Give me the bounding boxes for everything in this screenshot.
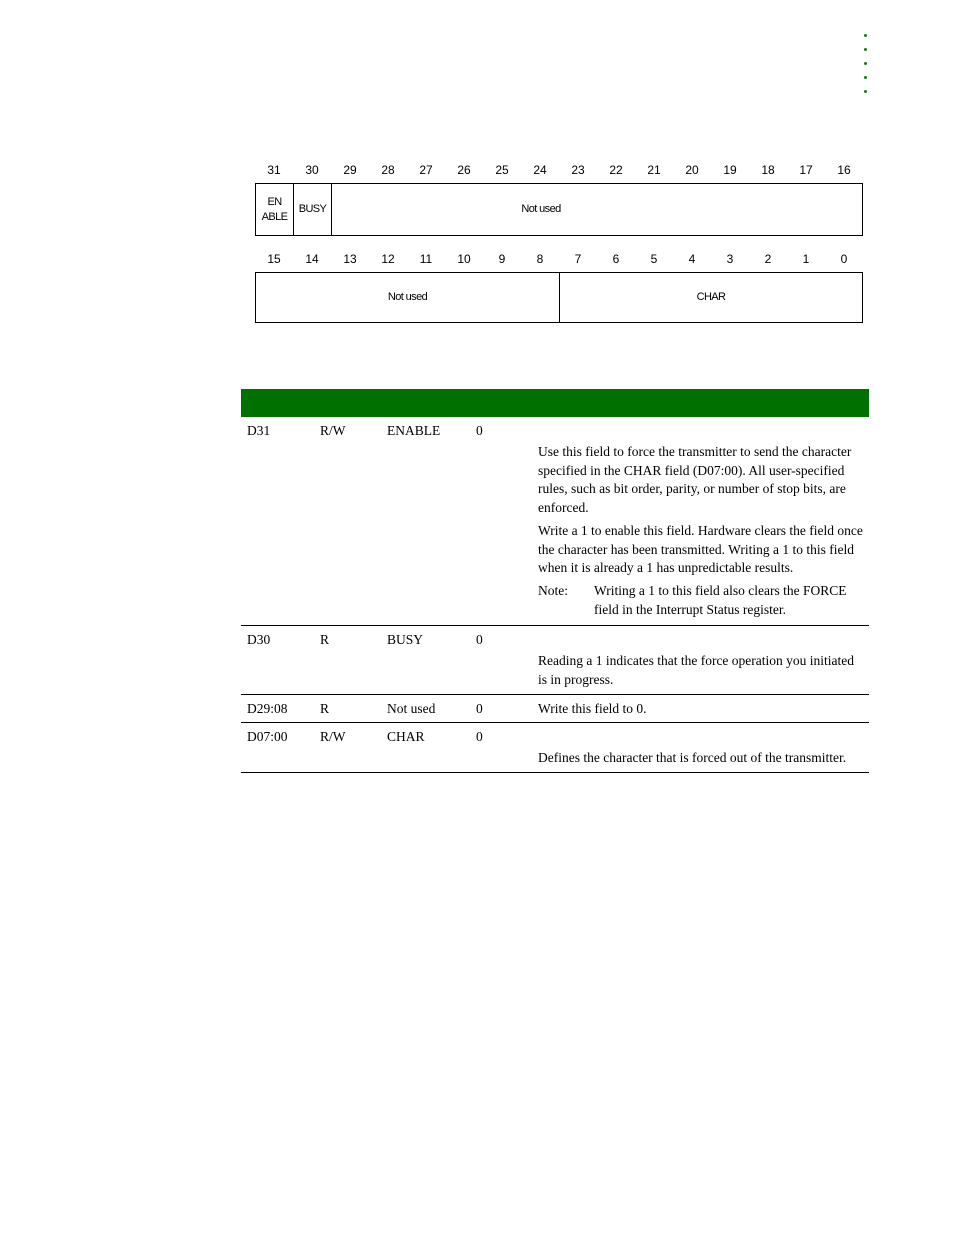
enable-label-line2: ABLE <box>261 210 288 223</box>
description-cell <box>538 443 864 619</box>
margin-dot <box>864 90 867 93</box>
description-cell <box>538 700 864 723</box>
mnemonic-cell: Not used <box>387 701 436 716</box>
description-cell <box>538 652 864 693</box>
bit-number: 12 <box>381 252 395 266</box>
bit-number: 10 <box>457 252 471 266</box>
bit-number: 28 <box>381 163 395 177</box>
note <box>538 582 864 619</box>
margin-dot <box>864 48 867 51</box>
bit-number: 13 <box>343 252 357 266</box>
enable-field <box>256 184 294 235</box>
bit-number: 1 <box>802 252 810 266</box>
reset-cell: 0 <box>476 729 483 744</box>
bit-number: 2 <box>764 252 772 266</box>
bit-number: 25 <box>495 163 509 177</box>
mnemonic-cell: BUSY <box>387 632 424 647</box>
table-row <box>241 626 869 695</box>
bit-number: 20 <box>685 163 699 177</box>
bit-number: 0 <box>840 252 848 266</box>
bit-number: 16 <box>837 163 851 177</box>
not-used-label: Not used <box>521 203 561 215</box>
note-text: Writing a 1 to this field also clears the FORCE field in the Interrupt Status register. <box>594 582 847 617</box>
table-header-bar <box>241 389 869 417</box>
bits-cell: D29:08 <box>247 701 288 716</box>
bit-number: 15 <box>267 252 281 266</box>
bit-number: 18 <box>761 163 775 177</box>
bit-number: 21 <box>647 163 661 177</box>
bit-number: 31 <box>267 163 281 177</box>
bit-number: 22 <box>609 163 623 177</box>
margin-dot <box>864 76 867 79</box>
bit-number: 14 <box>305 252 319 266</box>
bit-number: 27 <box>419 163 433 177</box>
access-cell: R <box>320 701 330 716</box>
not-used-label: Not used <box>387 291 428 303</box>
enable-label-line1: EN <box>267 195 282 208</box>
reset-cell: 0 <box>476 701 483 716</box>
bit-number: 17 <box>799 163 813 177</box>
access-cell: R <box>320 632 330 647</box>
margin-dot <box>864 34 867 37</box>
not-used-high-field <box>332 184 750 235</box>
bit-number: 3 <box>726 252 734 266</box>
reset-cell: 0 <box>476 423 483 438</box>
bit-number: 26 <box>457 163 471 177</box>
margin-dot <box>864 62 867 65</box>
char-label: CHAR <box>696 291 726 303</box>
bit-number: 11 <box>419 252 433 266</box>
access-cell: R/W <box>320 423 346 438</box>
description-paragraph: Write a 1 to enable this field. Hardware clears the field once the character has been transmitted. Writing a 1 to this field when it is already a 1 has unpredictable results. <box>538 522 863 576</box>
bit-numbers-high <box>255 163 863 181</box>
bit-number: 9 <box>498 252 506 266</box>
access-cell: R/W <box>320 729 346 744</box>
bit-number: 5 <box>650 252 658 266</box>
mnemonic-cell: ENABLE <box>387 423 441 438</box>
bit-number: 23 <box>571 163 585 177</box>
description-paragraph: Defines the character that is forced out of the transmitter. <box>538 750 847 765</box>
bits-cell: D30 <box>247 632 271 647</box>
bit-number: 6 <box>612 252 620 266</box>
bit-number: 29 <box>343 163 357 177</box>
description-paragraph: Write this field to 0. <box>538 701 647 716</box>
bit-number: 30 <box>305 163 319 177</box>
bit-numbers-low <box>255 252 863 270</box>
bit-number: 8 <box>536 252 544 266</box>
bits-cell: D31 <box>247 423 271 438</box>
bit-number: 19 <box>723 163 737 177</box>
bit-number: 24 <box>533 163 547 177</box>
description-paragraph: Use this field to force the transmitter to send the character specified in the CHAR field (D07:00). All user-specified rules, such as bit order, parity, or number of stop bits, are enforced. <box>538 444 852 516</box>
char-field <box>560 273 862 322</box>
bits-cell: D07:00 <box>247 729 288 744</box>
busy-label: BUSY <box>298 203 327 215</box>
not-used-low-field <box>256 273 560 322</box>
register-high <box>255 183 863 236</box>
bit-number: 7 <box>574 252 582 266</box>
description-paragraph: Reading a 1 indicates that the force operation you initiated is in progress. <box>538 653 855 687</box>
margin-dots <box>864 34 870 104</box>
table-row <box>241 723 869 773</box>
reset-cell: 0 <box>476 632 483 647</box>
table-row <box>241 417 869 626</box>
mnemonic-cell: CHAR <box>387 729 425 744</box>
table-row <box>241 695 869 723</box>
busy-field <box>294 184 332 235</box>
register-low <box>255 272 863 323</box>
note-label: Note: <box>538 582 568 598</box>
description-cell <box>538 749 864 772</box>
bit-number: 4 <box>688 252 696 266</box>
register-field-table <box>241 389 869 773</box>
